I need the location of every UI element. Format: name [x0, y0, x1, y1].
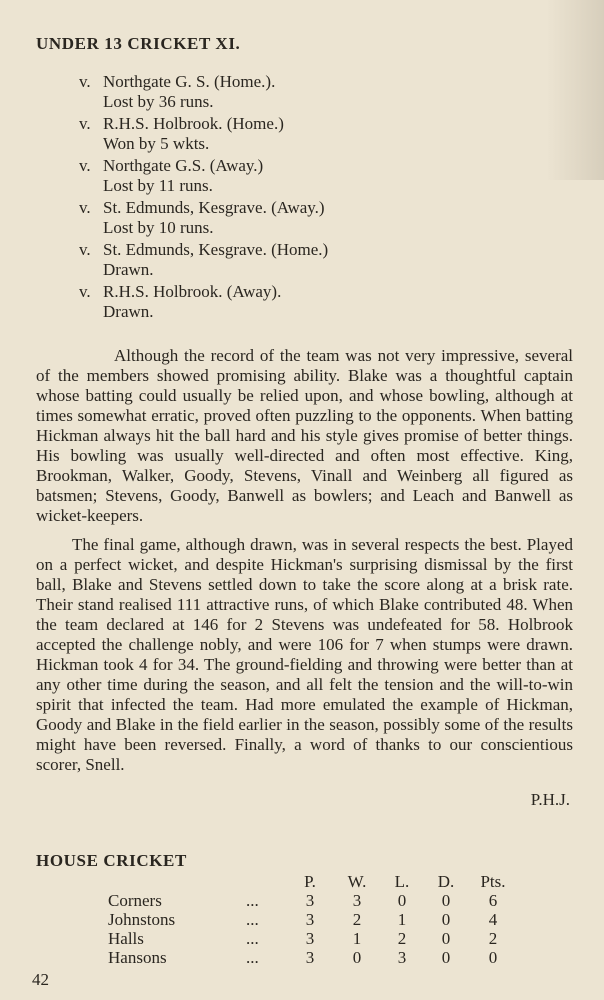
won-cell: 3: [352, 891, 362, 910]
fixture-versus: v.: [79, 282, 91, 301]
points-cell: 0: [488, 948, 498, 967]
leader-dots: ...: [246, 891, 259, 910]
house-name: Johnstons: [108, 910, 176, 929]
fixture-versus: v.: [79, 156, 91, 175]
leader-dots: ...: [246, 929, 259, 948]
house-table: [0, 872, 604, 967]
header-lost: L.: [394, 872, 410, 891]
fixture-opponent: R.H.S. Holbrook. (Home.): [103, 114, 284, 133]
fixture-item: [0, 282, 604, 324]
lost-cell: 0: [397, 891, 407, 910]
fixture-versus: v.: [79, 114, 91, 133]
fixture-versus: v.: [79, 240, 91, 259]
fixture-versus: v.: [79, 72, 91, 91]
table-row: [0, 948, 604, 967]
fixture-result: Lost by 10 runs.: [103, 218, 214, 237]
lost-cell: 2: [397, 929, 407, 948]
drawn-cell: 0: [441, 891, 451, 910]
played-cell: 3: [305, 929, 315, 948]
fixture-item: [0, 114, 604, 156]
fixture-result: Drawn.: [103, 260, 154, 279]
report-paragraph-2: The final game, although drawn, was in several respects the best. Played on a perfect wicket, and despite Hickman's surprising dismissal by the first ball, Blake and Stevens settled down to take the score along at a brisk rate. Their stand realised 111 attractive runs, of which Blake contributed 48. When the team declared at 146 for 2 Stevens was undefeated for 58. Holbrook accepted the challenge nobly, and were 106 for 7 when stumps were drawn. Hickman took 4 for 34. The ground-fielding and throwing were better than at any other time during the season, and all felt the tension and the will-to-win spirit that infected the team. Had more emulated the example of Hickman, Goody and Blake in the field earlier in the season, possibly some of the results might have been reversed. Finally, a word of thanks to our conscientious scorer, Snell.: [36, 535, 573, 774]
won-cell: 0: [352, 948, 362, 967]
fixture-result: Lost by 11 runs.: [103, 176, 213, 195]
drawn-cell: 0: [441, 929, 451, 948]
fixture-opponent: R.H.S. Holbrook. (Away).: [103, 282, 282, 301]
drawn-cell: 0: [441, 948, 451, 967]
fixture-opponent: St. Edmunds, Kesgrave. (Home.): [103, 240, 329, 259]
fixture-item: [0, 240, 604, 282]
leader-dots: ...: [246, 910, 259, 929]
fixture-item: [0, 72, 604, 114]
fixture-result: Drawn.: [103, 302, 154, 321]
played-cell: 3: [305, 948, 315, 967]
won-cell: 1: [352, 929, 362, 948]
header-won: W.: [347, 872, 367, 891]
fixture-versus: v.: [79, 198, 91, 217]
table-row: [0, 910, 604, 929]
header-points: Pts.: [480, 872, 506, 891]
played-cell: 3: [305, 891, 315, 910]
leader-dots: ...: [246, 948, 259, 967]
points-cell: 4: [488, 910, 498, 929]
table-row: [0, 929, 604, 948]
house-name: Hansons: [108, 948, 167, 967]
drawn-cell: 0: [441, 910, 451, 929]
lost-cell: 3: [397, 948, 407, 967]
house-name: Corners: [108, 891, 162, 910]
fixture-opponent: St. Edmunds, Kesgrave. (Away.): [103, 198, 325, 217]
house-name: Halls: [108, 929, 144, 948]
points-cell: 6: [488, 891, 498, 910]
report-paragraph-1: Although the record of the team was not very impressive, several of the members showed promising ability. Blake was a thoughtful captain whose batting could usually be relied upon, and whose bowling, although at times somewhat erratic, proved often puzzling to the opponents. When batting Hickman always hit the ball hard and his style gives promise of better things. His bowling was usually well-directed and often most effective. King, Brookman, Walker, Goody, Stevens, Vinall and Weinberg all figured as batsmen; Stevens, Goody, Banwell as bowlers; and Leach and Banwell as wicket-keepers.: [36, 346, 573, 525]
played-cell: 3: [305, 910, 315, 929]
header-played: P.: [304, 872, 316, 891]
house-cricket-heading: HOUSE CRICKET: [36, 851, 187, 870]
fixture-item: [0, 198, 604, 240]
fixtures-list: [0, 72, 604, 324]
header-drawn: D.: [437, 872, 455, 891]
under13-heading: UNDER 13 CRICKET XI.: [36, 34, 241, 53]
fixture-item: [0, 156, 604, 198]
won-cell: 2: [352, 910, 362, 929]
page-number: 42: [32, 970, 49, 989]
lost-cell: 1: [397, 910, 407, 929]
fixture-result: Won by 5 wkts.: [103, 134, 210, 153]
table-row: [0, 891, 604, 910]
fixture-opponent: Northgate G.S. (Away.): [103, 156, 264, 175]
author-initials: P.H.J.: [530, 790, 570, 809]
table-header-row: [0, 872, 604, 891]
fixture-result: Lost by 36 runs.: [103, 92, 214, 111]
fixture-opponent: Northgate G. S. (Home.).: [103, 72, 276, 91]
points-cell: 2: [488, 929, 498, 948]
